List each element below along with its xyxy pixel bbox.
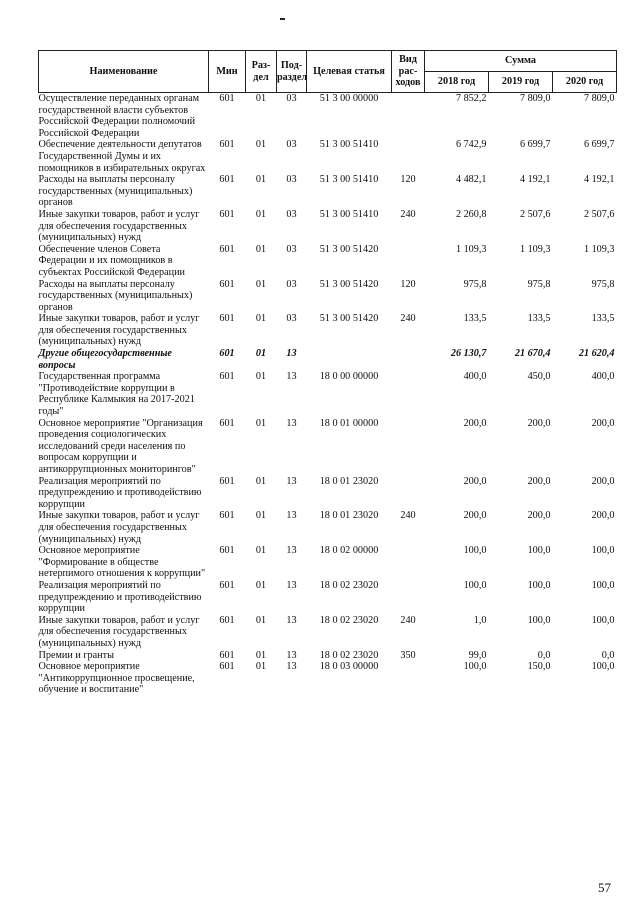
cell-vid	[392, 139, 425, 174]
cell-name: Иные закупки товаров, работ и услуг для обеспечения государственных (муниципальных) нужд	[38, 510, 200, 545]
cell-podrazdel: 13	[286, 510, 297, 522]
cell-name: Государственная программа "Противодействие коррупции в Республике Калмыкия на 2017-2021 годы"	[38, 371, 195, 418]
cell-name: Основное мероприятие "Антикоррупционное просвещение, обучение и воспитание"	[38, 661, 195, 696]
cell-min: 601	[219, 475, 235, 487]
cell-razdel: 01	[255, 510, 267, 522]
cell-2019: 100,0	[527, 545, 551, 557]
cell-podrazdel: 03	[286, 208, 297, 220]
cell-celevaya: 51 3 00 51420	[319, 243, 379, 255]
cell-razdel: 01	[255, 371, 267, 383]
cell-2020: 400,0	[591, 371, 615, 383]
cell-vid	[392, 371, 425, 417]
col-summa-header: Сумма	[425, 51, 617, 72]
cell-2018: 100,0	[463, 661, 487, 673]
cell-2019: 2 507,6	[519, 208, 551, 220]
table-body	[39, 93, 617, 696]
cell-celevaya	[307, 348, 392, 371]
cell-vid: 350	[400, 649, 416, 661]
cell-vid	[392, 580, 425, 615]
table-row	[39, 174, 617, 209]
table-row	[39, 661, 617, 696]
cell-celevaya: 18 0 02 00000	[319, 545, 379, 557]
cell-2020: 133,5	[591, 313, 615, 325]
cell-name: Расходы на выплаты персоналу государственных (муниципальных) органов	[38, 174, 193, 209]
cell-name: Обеспечение членов Совета Федерации и их помощников в субъектах Российской Федерации	[38, 243, 185, 278]
cell-2019: 100,0	[527, 579, 551, 591]
cell-vid	[392, 244, 425, 279]
table-row	[39, 650, 617, 662]
table-row	[39, 209, 617, 244]
col-celevaya-header: Целевая статья	[307, 51, 392, 93]
col-2019-header: 2019 год	[489, 72, 553, 93]
cell-2020: 100,0	[591, 614, 615, 626]
cell-vid	[392, 93, 425, 140]
cell-2018: 7 852,2	[455, 93, 487, 104]
cell-name: Обеспечение деятельности депутатов Государственной Думы и их помощников в избирательных округах	[38, 139, 206, 174]
cell-2020: 6 699,7	[583, 139, 615, 151]
cell-2018: 200,0	[463, 510, 487, 522]
cell-celevaya: 18 0 00 00000	[319, 371, 379, 383]
cell-celevaya: 51 3 00 51420	[319, 278, 379, 290]
cell-2019: 7 809,0	[519, 93, 551, 104]
cell-min: 601	[219, 545, 235, 557]
cell-2019: 1 109,3	[519, 243, 551, 255]
cell-2020: 21 620,4	[578, 348, 615, 360]
cell-2020: 200,0	[591, 475, 615, 487]
cell-razdel: 01	[255, 208, 267, 220]
cell-celevaya: 18 0 03 00000	[319, 661, 379, 673]
cell-celevaya: 18 0 01 00000	[319, 417, 379, 429]
cell-min: 601	[219, 278, 235, 290]
cell-celevaya: 51 3 00 51410	[319, 208, 379, 220]
col-name-header: Наименование	[39, 51, 209, 93]
cell-min: 601	[219, 510, 235, 522]
cell-min: 601	[219, 661, 235, 673]
cell-2018: 975,8	[463, 278, 487, 290]
cell-vid: 240	[400, 614, 416, 626]
table-row	[39, 313, 617, 348]
cell-vid: 240	[400, 313, 416, 325]
cell-2018: 200,0	[463, 417, 487, 429]
cell-razdel: 01	[255, 661, 267, 673]
cell-name: Иные закупки товаров, работ и услуг для обеспечения государственных (муниципальных) нужд	[38, 208, 200, 244]
cell-2018: 1 109,3	[455, 243, 487, 255]
cell-2019: 975,8	[527, 278, 551, 290]
cell-2019: 0,0	[537, 649, 551, 661]
col-podrazdel-header: Под-раздел	[277, 51, 307, 93]
cell-name: Иные закупки товаров, работ и услуг для обеспечения государственных (муниципальных) нужд	[38, 614, 200, 649]
cell-2019: 4 192,1	[519, 174, 551, 186]
cell-celevaya: 18 0 01 23020	[319, 510, 379, 522]
table-row	[39, 244, 617, 279]
cell-2020: 7 809,0	[583, 93, 615, 104]
cell-razdel: 01	[255, 614, 267, 626]
cell-2020: 100,0	[591, 661, 615, 673]
table-row	[39, 371, 617, 417]
cell-celevaya: 18 0 02 23020	[319, 614, 379, 626]
cell-2019: 150,0	[527, 661, 551, 673]
cell-2020: 100,0	[591, 579, 615, 591]
cell-razdel: 01	[255, 278, 267, 290]
col-vid-header: Вид рас-ходов	[392, 51, 425, 93]
cell-min: 601	[219, 208, 235, 220]
cell-2018: 4 482,1	[455, 174, 487, 186]
cell-razdel: 01	[255, 174, 267, 186]
cell-vid	[392, 418, 425, 476]
table-row	[39, 510, 617, 545]
cell-vid	[392, 476, 425, 511]
cell-2018: 200,0	[463, 475, 487, 487]
cell-2019: 133,5	[527, 313, 551, 325]
cell-podrazdel: 03	[286, 278, 297, 290]
cell-2019: 6 699,7	[519, 139, 551, 151]
cell-min: 601	[219, 174, 235, 186]
cell-razdel: 01	[255, 313, 267, 325]
cell-2019: 450,0	[527, 371, 551, 383]
table-row	[39, 545, 617, 580]
cell-2018: 2 260,8	[455, 208, 487, 220]
cell-razdel: 01	[255, 243, 267, 255]
cell-razdel: 01	[255, 139, 267, 151]
cell-celevaya: 18 0 01 23020	[319, 475, 379, 487]
cell-2018: 99,0	[468, 649, 487, 661]
cell-min: 601	[219, 371, 235, 383]
cell-2019: 200,0	[527, 510, 551, 522]
cell-2018: 100,0	[463, 579, 487, 591]
cell-min: 601	[219, 93, 235, 104]
cell-2019: 200,0	[527, 417, 551, 429]
cell-vid	[392, 545, 425, 580]
cell-name: Основное мероприятие "Формирование в обществе нетерпимого отношения к коррупции"	[38, 545, 206, 580]
cell-name: Другие общегосударственные вопросы	[38, 348, 172, 371]
cell-razdel: 01	[255, 348, 267, 360]
cell-podrazdel: 03	[286, 174, 297, 186]
cell-vid: 240	[400, 510, 416, 522]
cell-name: Реализация мероприятий по предупреждению и противодействию коррупции	[38, 475, 202, 510]
cell-podrazdel: 13	[286, 348, 297, 360]
cell-min: 601	[219, 417, 235, 429]
cell-vid	[392, 348, 425, 371]
cell-min: 601	[219, 313, 235, 325]
cell-2020: 2 507,6	[583, 208, 615, 220]
cell-podrazdel: 13	[286, 649, 297, 661]
cell-vid: 240	[400, 208, 416, 220]
cell-celevaya: 51 3 00 51410	[319, 139, 379, 151]
col-razdel-header: Раз-дел	[246, 51, 277, 93]
cell-2018: 6 742,9	[455, 139, 487, 151]
cell-2018: 133,5	[463, 313, 487, 325]
cell-razdel: 01	[255, 93, 267, 104]
cell-2019: 21 670,4	[514, 348, 551, 360]
cell-2020: 0,0	[601, 649, 615, 661]
col-2020-header: 2020 год	[553, 72, 617, 93]
table-row	[39, 418, 617, 476]
cell-razdel: 01	[255, 579, 267, 591]
table-row	[39, 476, 617, 511]
cell-celevaya: 18 0 02 23020	[319, 579, 379, 591]
table-row	[39, 580, 617, 615]
cell-2020: 975,8	[591, 278, 615, 290]
cell-2019: 100,0	[527, 614, 551, 626]
cell-razdel: 01	[255, 545, 267, 557]
col-2018-header: 2018 год	[425, 72, 489, 93]
cell-min: 601	[219, 348, 235, 360]
cell-2020: 1 109,3	[583, 243, 615, 255]
cell-podrazdel: 03	[286, 243, 297, 255]
cell-name: Премии и гранты	[38, 649, 114, 661]
cell-celevaya: 51 3 00 51410	[319, 174, 379, 186]
cell-celevaya: 51 3 00 00000	[319, 93, 379, 104]
cell-min: 601	[219, 614, 235, 626]
cell-2018: 100,0	[463, 545, 487, 557]
cell-podrazdel: 03	[286, 313, 297, 325]
table-header	[39, 51, 617, 93]
cell-name: Реализация мероприятий по предупреждению и противодействию коррупции	[38, 579, 202, 615]
col-min-header: Мин	[209, 51, 246, 93]
table-row	[39, 348, 617, 371]
cell-2020: 200,0	[591, 417, 615, 429]
cell-vid: 120	[400, 174, 416, 186]
cell-2020: 4 192,1	[583, 174, 615, 186]
cell-vid	[392, 661, 425, 696]
cell-podrazdel: 03	[286, 139, 297, 151]
cell-2020: 100,0	[591, 545, 615, 557]
cell-2018: 400,0	[463, 371, 487, 383]
cell-name: Иные закупки товаров, работ и услуг для обеспечения государственных (муниципальных) нужд	[38, 313, 200, 348]
table-row	[39, 139, 617, 174]
cell-podrazdel: 13	[286, 475, 297, 487]
cell-celevaya: 18 0 02 23020	[319, 649, 379, 661]
cell-name: Основное мероприятие "Организация проведения социологических исследований среди населения по вопросам коррупции и антикоррупционных мониторингов"	[38, 417, 203, 475]
cell-min: 601	[219, 139, 235, 151]
table-row	[39, 93, 617, 140]
page-number: 57	[598, 880, 611, 895]
cell-min: 601	[219, 649, 235, 661]
cell-2018: 26 130,7	[450, 348, 487, 360]
table-row	[39, 279, 617, 314]
cell-name: Осуществление переданных органам государственной власти субъектов Российской Федерации полномочий Российской Федерации	[38, 93, 200, 139]
cell-2019: 200,0	[527, 475, 551, 487]
cell-podrazdel: 13	[286, 661, 297, 673]
cell-podrazdel: 13	[286, 579, 297, 591]
cell-min: 601	[219, 243, 235, 255]
cell-podrazdel: 13	[286, 545, 297, 557]
cell-vid: 120	[400, 278, 416, 290]
budget-table	[38, 50, 617, 696]
cell-razdel: 01	[255, 649, 267, 661]
cell-podrazdel: 13	[286, 417, 297, 429]
cell-2018: 1,0	[473, 614, 487, 626]
cell-podrazdel: 13	[286, 371, 297, 383]
top-mark	[280, 18, 285, 20]
cell-razdel: 01	[255, 475, 267, 487]
cell-name: Расходы на выплаты персоналу государственных (муниципальных) органов	[38, 278, 193, 313]
cell-celevaya: 51 3 00 51420	[319, 313, 379, 325]
table-row	[39, 615, 617, 650]
cell-razdel: 01	[255, 417, 267, 429]
cell-min: 601	[219, 579, 235, 591]
cell-podrazdel: 03	[286, 93, 297, 104]
cell-2020: 200,0	[591, 510, 615, 522]
cell-podrazdel: 13	[286, 614, 297, 626]
